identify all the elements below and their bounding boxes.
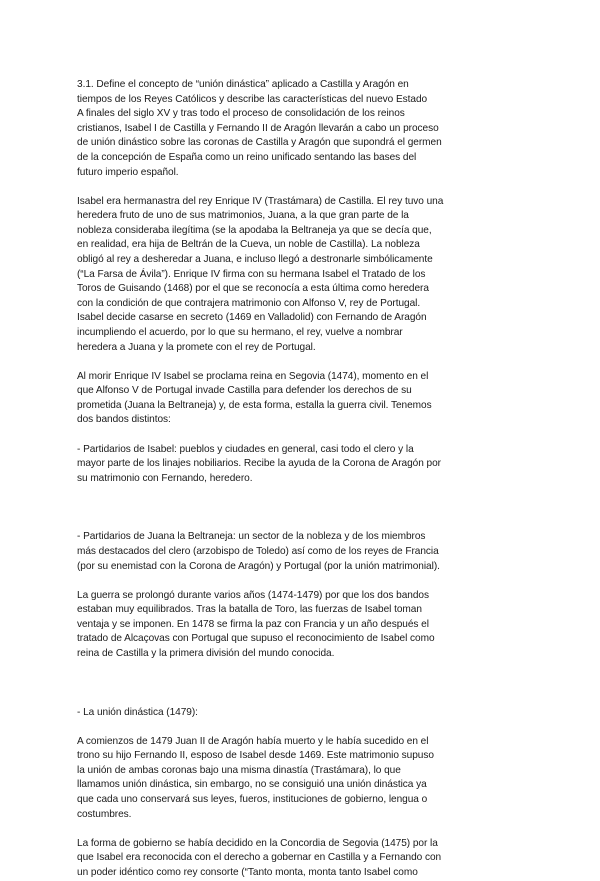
text-line: (por su enemistad con la Corona de Aragón) y Portugal (por la unión matrimonial). [77, 560, 440, 572]
text-line: incumpliendo el acuerdo, por lo que su hermano, el rey, vuelve a nombrar [77, 327, 403, 338]
concordia-paragraph [77, 837, 527, 881]
text-line: la unión de ambas coronas bajo una misma dinastía (Trastámara), lo que [77, 764, 401, 776]
document-body [77, 78, 527, 881]
question-heading-paragraph [77, 78, 527, 180]
text-line: reina de Castilla y la primera división del mundo conocida. [77, 648, 335, 659]
text-line: que cada uno conservará sus leyes, fueros, instituciones de gobierno, lengua o [77, 794, 428, 806]
text-line: A finales del siglo XV y tras todo el proceso de consolidación de los reinos [77, 108, 405, 120]
text-line: que Isabel era reconocida con el derecho a gobernar en Castilla y a Fernando con [77, 852, 442, 864]
text-line: A comienzos de 1479 Juan II de Aragón había muerto y le había sucedido en el [77, 735, 429, 747]
text-line: (“La Farsa de Ávila”). Enrique IV firma con su hermana Isabel el Tratado de los [77, 268, 426, 280]
text-line: obligó al rey a desheredar a Juana, e incluso llegó a destronarle simbólicamente [77, 254, 433, 266]
text-line: en realidad, era hija de Beltrán de la Cueva, un noble de Castilla). La nobleza [77, 239, 420, 251]
text-line: tratado de Alcaçovas con Portugal que supuso el reconocimiento de Isabel como [77, 633, 435, 645]
text-line: heredera fruto de uno de sus matrimonios, Juana, a la que gran parte de la [77, 210, 409, 222]
text-line: La forma de gobierno se había decidido en la Concordia de Segovia (1475) por la [77, 837, 438, 849]
text-line: Toros de Guisando (1468) por el que se reconocía a esta última como heredera [77, 283, 429, 295]
text-line: trono su hijo Fernando II, esposo de Isabel desde 1469. Este matrimonio supuso [77, 750, 434, 762]
text-line: ventaja y se imponen. En 1478 se firma la paz con Francia y un año después el [77, 618, 429, 630]
text-line: Al morir Enrique IV Isabel se proclama reina en Segovia (1474), momento en el [77, 370, 429, 382]
text-line: futuro imperio español. [77, 166, 179, 178]
guerra-civil-paragraph [77, 370, 527, 428]
text-line: más destacados del clero (arzobispo de Toledo) así como de los reyes de Francia [77, 545, 439, 557]
text-line: Isabel era hermanastra del rey Enrique IV (Trastámara) de Castilla. El rey tuvo una [77, 195, 444, 207]
text-line: nobleza consideraba ilegítima (se la apodaba la Beltraneja ya que se decía que, [77, 224, 432, 236]
text-line: un poder idéntico como rey consorte (“Tanto monta, monta tanto Isabel como [77, 866, 418, 878]
partidarios-isabel-paragraph [77, 443, 527, 487]
text-line: - La unión dinástica (1479): [77, 706, 198, 718]
text-line: estaban muy equilibrados. Tras la batalla de Toro, las fuerzas de Isabel toman [77, 604, 422, 616]
text-line: de unión dinástico sobre las coronas de Castilla y Aragón que supondrá el germen [77, 137, 442, 149]
guerra-fin-paragraph [77, 589, 527, 662]
text-line: su matrimonio con Fernando, heredero. [77, 472, 253, 484]
text-line: mayor parte de los linajes nobiliarios. Recibe la ayuda de la Corona de Aragón por [77, 458, 441, 470]
text-line: Isabel decide casarse en secreto (1469 en Valladolid) con Fernando de Aragón [77, 312, 427, 324]
text-line: que Alfonso V de Portugal invade Castilla para defender los derechos de su [77, 385, 412, 397]
text-line: con la condición de que contrajera matrimonio con Alfonso V, rey de Portugal. [77, 297, 421, 309]
text-line: - Partidarios de Juana la Beltraneja: un sector de la nobleza y de los miembros [77, 531, 426, 543]
union-dinastica-paragraph [77, 735, 527, 823]
union-dinastica-heading [77, 706, 527, 721]
text-line: cristianos, Isabel I de Castilla y Fernando II de Aragón llevarán a cabo un proceso [77, 122, 439, 134]
text-line: heredera a Juana y la promete con el rey de Portugal. [77, 341, 316, 353]
text-line: prometida (Juana la Beltraneja) y, de esta forma, estalla la guerra civil. Tenemos [77, 399, 432, 411]
text-line: - Partidarios de Isabel: pueblos y ciudades en general, casi todo el clero y la [77, 443, 414, 455]
text-line: La guerra se prolongó durante varios años (1474-1479) por que los dos bandos [77, 589, 429, 601]
enrique-paragraph [77, 195, 527, 356]
text-line: de la concepción de España como un reino unificado sentando las bases del [77, 151, 417, 163]
text-line: tiempos de los Reyes Católicos y describe las características del nuevo Estado [77, 93, 428, 105]
text-line: dos bandos distintos: [77, 414, 171, 426]
partidarios-juana-paragraph [77, 530, 527, 574]
text-line: costumbres. [77, 808, 132, 820]
text-line: llamamos unión dinástica, sin embargo, no se consiguió una unión dinástica ya [77, 779, 427, 791]
text-line: 3.1. Define el concepto de “unión dinástica” aplicado a Castilla y Aragón en [77, 79, 409, 90]
